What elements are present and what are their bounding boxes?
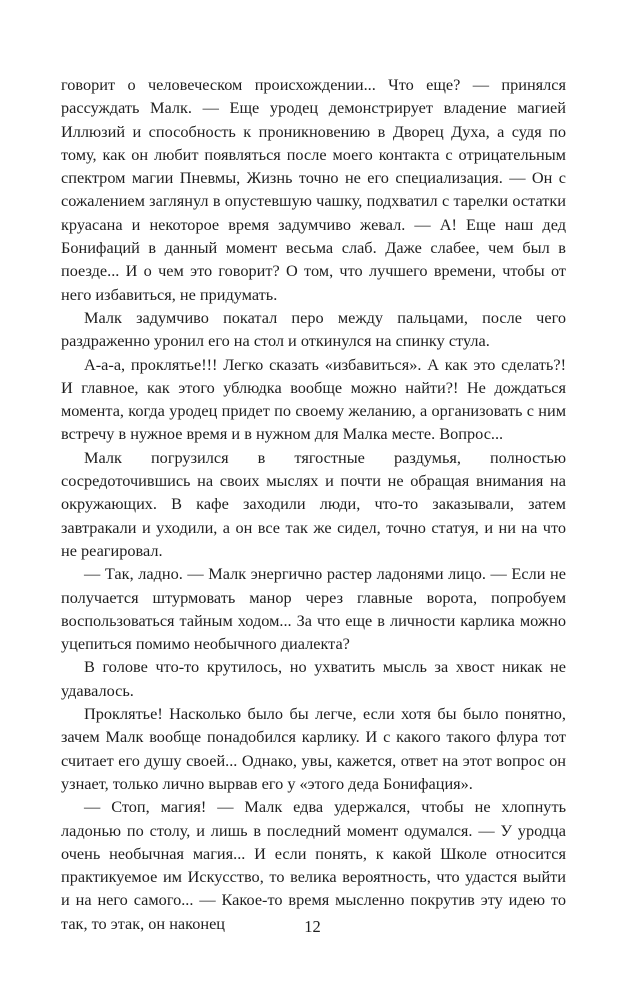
paragraph: — Стоп, магия! — Малк едва удержался, чтобы не хлопнуть ладонью по столу, и лишь в последний момент одумался. — У уродца очень необычная магия... И если понять, к какой Школе относится практикуемое им Искусство, то велика вероятность, что удастся выйти и на него самого... — Какое-то время мысленно покрутив эту идею то так, то этак, он наконец (61, 797, 566, 933)
paragraph: — Так, ладно. — Малк энергично растер ладонями лицо. — Если не получается штурмовать манор через главные ворота, попробуем воспользоваться тайным ходом... За что еще в личности карлика можно уцепиться помимо необычного диалекта? (61, 564, 566, 654)
page-text-body (61, 73, 566, 935)
paragraph: Проклятье! Насколько было бы легче, если хотя бы было понятно, зачем Малк вообще понадобился карлику. И с какого такого флура тот считает его душу своей... Однако, увы, кажется, ответ на этот вопрос он узнает, только лично вырвав его у «этого деда Бонифация». (61, 704, 566, 793)
paragraph: В голове что-то крутилось, но ухватить мысль за хвост никак не удавалось. (61, 657, 566, 700)
paragraph: Малк задумчиво покатал перо между пальцами, после чего раздраженно уронил его на стол и откинулся на спинку стула. (61, 307, 566, 351)
paragraph: говорит о человеческом происхождении... Что еще? — принялся рассуждать Малк. — Еще уродец демонстрирует владение магией Иллюзий и способность к проникновению в Дворец Духа, а судя по тому, как он любит появляться после моего контакта с отрицательным спектром магии Пневмы, Жизнь точно не его специализация. — Он с сожалением заглянул в опустевшую чашку, подхватил с тарелки остатки круасана и некоторое время задумчиво жевал. — А! Еще наш дед Бонифаций в данный момент весьма слаб. Даже слабее, чем был в поезде... И о чем это говорит? О том, что лучшего времени, чтобы от него избавиться, не придумать. (61, 75, 566, 304)
paragraph: Малк погрузился в тягостные раздумья, полностью сосредоточившись на своих мыслях и почти не обращая внимания на окружающих. В кафе заходили люди, что-то заказывали, затем завтракали и уходили, а он все так же сидел, точно статуя, и ни на что не реагировал. (61, 447, 566, 560)
paragraph: А-а-а, проклятье!!! Легко сказать «избавиться». А как это сделать?! И главное, как этого ублюдка вообще можно найти?! Не дождаться момента, когда уродец придет по своему желанию, а организовать с ним встречу в нужное время и в нужном для Малка месте. Вопрос... (61, 354, 566, 444)
page-number: 12 (304, 917, 321, 936)
